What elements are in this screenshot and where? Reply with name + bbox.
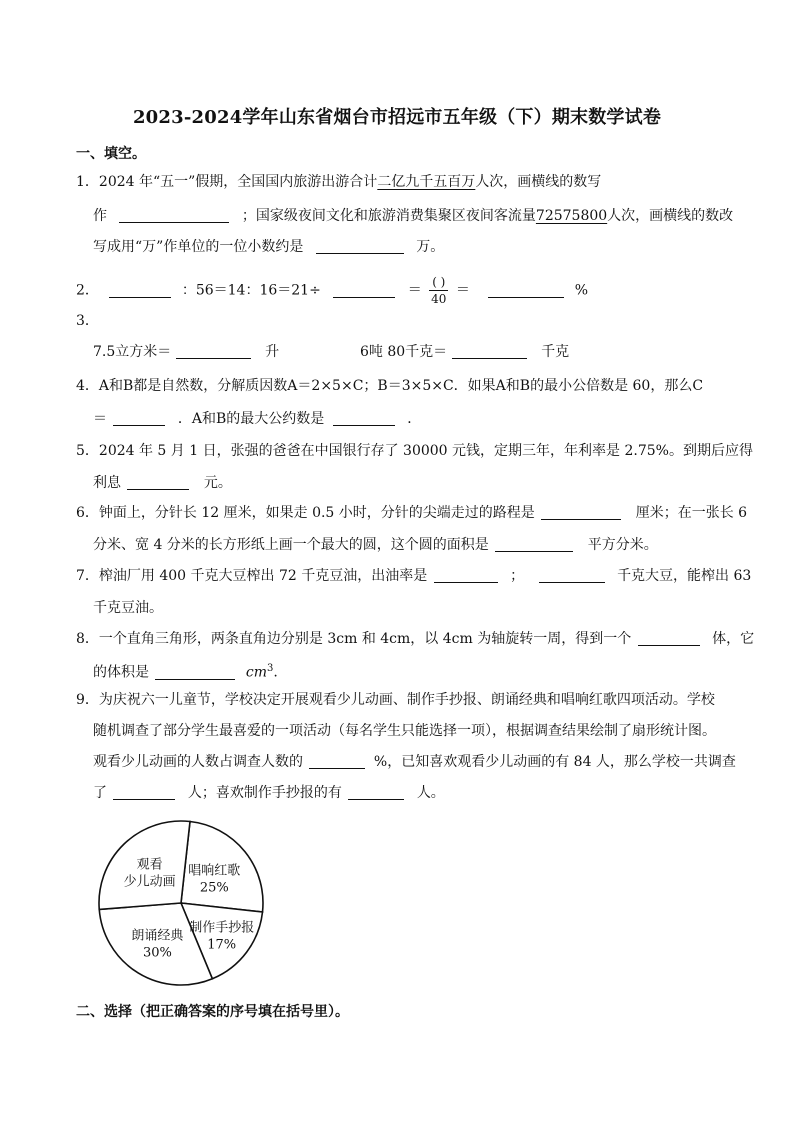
answer-blank[interactable] [488, 283, 564, 298]
pie-slice-sing-songs-label: 唱响红歌 [188, 863, 241, 879]
question-7-line-2: 千克豆油。 [93, 600, 163, 616]
answer-blank[interactable] [176, 344, 251, 359]
question-9-line-1: 9．为庆祝六一儿童节，学校决定开展观看少儿动画、制作手抄报、朗诵经典和唱响红歌四项活动。学校 [76, 692, 715, 708]
pie-chart [86, 818, 276, 988]
question-5-line-2: 利息 元。 [93, 475, 232, 491]
answer-blank[interactable] [119, 208, 229, 223]
answer-blank[interactable] [539, 568, 605, 583]
answer-blank[interactable] [333, 283, 395, 298]
answer-blank[interactable] [638, 631, 700, 646]
answer-blank[interactable] [155, 665, 235, 680]
answer-blank[interactable] [333, 411, 395, 426]
question-6-line-1: 6．钟面上，分针长 12 厘米，如果走 0.5 小时，分针的尖端走过的路程是 厘米；在一张长 6 [76, 505, 748, 521]
answer-blank[interactable] [109, 283, 171, 298]
answer-blank[interactable] [113, 411, 165, 426]
question-7-line-1: 7．榨油厂用 400 千克大豆榨出 72 千克豆油，出油率是 ； 千克大豆，能榨出 63 [76, 568, 752, 584]
pie-slice-sing-songs-value: 25% [199, 880, 229, 896]
question-1-line-3: 写成用“万”作单位的一位小数约是 万。 [93, 239, 445, 255]
pie-slice-handwritten-paper-label: 制作手抄报 [189, 920, 255, 936]
question-8-line-2: 的体积是 $cm^3$. [93, 663, 278, 681]
answer-blank[interactable] [316, 239, 404, 254]
page-title: 2023-2024学年山东省烟台市招远市五年级（下）期末数学试卷 [132, 107, 662, 128]
pie-slice-recite-classics-label: 朗诵经典 [131, 928, 184, 944]
answer-blank[interactable] [127, 475, 189, 490]
answer-blank[interactable] [113, 785, 175, 800]
underlined-number-1: 二亿九千五百万 [377, 174, 476, 190]
question-3-part-b: 6吨 80千克＝ 千克 [360, 344, 570, 360]
section-heading-choice: 二、选择（把正确答案的序号填在括号里）。 [76, 1004, 349, 1020]
question-8-line-1: 8．一个直角三角形，两条直角边分别是 3cm 和 4cm，以 4cm 为轴旋转一周，得到一个 体，它 [76, 631, 755, 647]
section-heading-fill-blank: 一、填空。 [76, 146, 146, 162]
pie-slice-watch-animation-label: 观看 [136, 857, 163, 873]
fraction: $\frac{( )}{40}$ [431, 275, 447, 306]
answer-blank[interactable] [495, 537, 573, 552]
pie-slice-recite-classics-value: 30% [142, 945, 172, 961]
question-9-line-4: 了 人；喜欢制作手抄报的有 人。 [93, 785, 445, 801]
pie-slice-watch-animation-value: 少儿动画 [123, 874, 176, 890]
underlined-number-2: 72575800 [535, 208, 608, 224]
question-1-line-1: 1．2024 年“五一”假期，全国国内旅游出游合计二亿九千五百万人次，画横线的数写 [76, 174, 602, 190]
question-5-line-1: 5．2024 年 5 月 1 日，张强的爸爸在中国银行存了 30000 元钱，定期三年，年利率是 2.75%。到期后应得 [76, 443, 753, 459]
question-4-line-1: 4．A和B都是自然数，分解质因数A＝2×5×C；B＝3×5×C．如果A和B的最小公倍数是 60，那么C [76, 378, 704, 394]
question-4-line-2: ＝ ．A和B的最大公约数是 ． [93, 411, 422, 427]
question-9-line-2: 随机调查了部分学生最喜爱的一项活动（每名学生只能选择一项），根据调查结果绘制了扇形统计图。 [93, 723, 716, 739]
question-9-line-3: 观看少儿动画的人数占调查人数的 %，已知喜欢观看少儿动画的有 84 人，那么学校一共调查 [93, 754, 736, 770]
question-1-line-2: 作 ；国家级夜间文化和旅游消费集聚区夜间客流量72575800人次，画横线的数改 [93, 208, 734, 224]
question-3-number: 3． [76, 313, 99, 329]
answer-blank[interactable] [452, 344, 527, 359]
pie-slice-handwritten-paper-value: 17% [207, 937, 237, 953]
answer-blank[interactable] [541, 505, 621, 520]
question-2: 2． ：56＝14：16＝21÷ ＝ $\frac{( )}{40}$ ＝ % [76, 275, 589, 306]
answer-blank[interactable] [434, 568, 498, 583]
answer-blank[interactable] [348, 785, 404, 800]
question-3-part-a: 7.5立方米＝ 升 [93, 344, 280, 360]
question-6-line-2: 分米、宽 4 分米的长方形纸上画一个最大的圆，这个圆的面积是 平方分米。 [93, 537, 658, 553]
answer-blank[interactable] [309, 754, 365, 769]
